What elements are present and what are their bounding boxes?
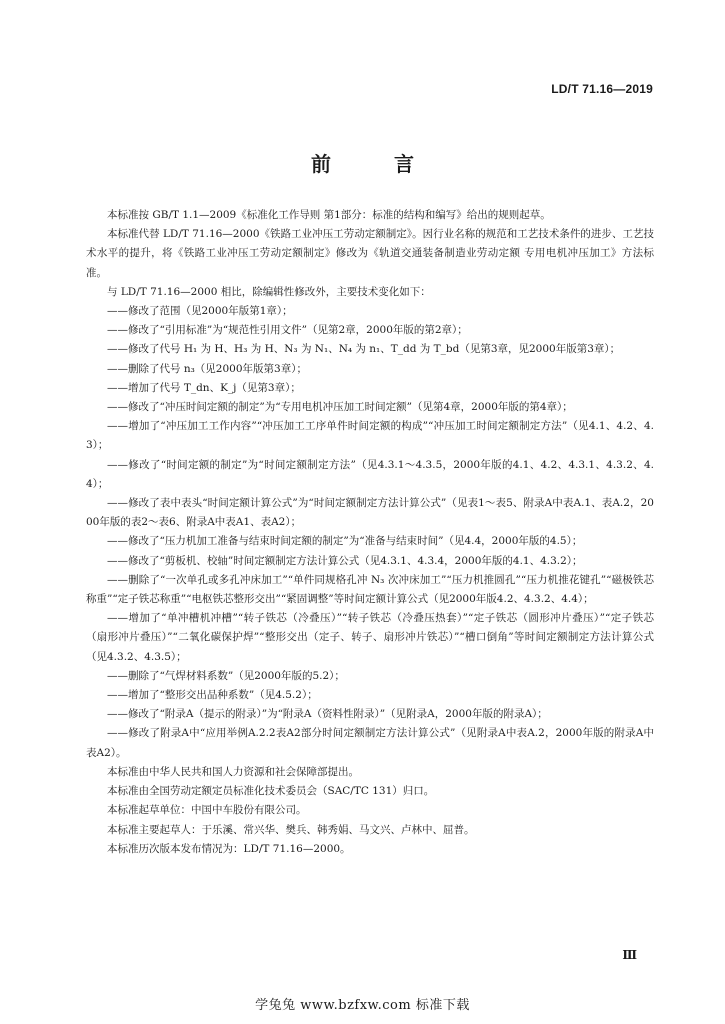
change-item: ——修改了“附录A（提示的附录）”为“附录A（资料性附录）”（见附录A，2000年版的附录A）；	[107, 708, 548, 721]
change-item: ——增加了“整形交出品种系数”（见4.5.2）；	[107, 689, 318, 702]
standard-code: LD/T 71.16—2019	[551, 82, 653, 96]
foreword-body	[86, 206, 654, 859]
paragraph: 本标准由全国劳动定额定员标准化技术委员会（SAC/TC 131）归口。	[107, 785, 435, 798]
paragraph: 本标准代替 LD/T 71.16—2000《铁路工业冲压工劳动定额制定》。因行业名称的规范和工艺技术条件的进步、工艺技术水平的提升，将《铁路工业冲压工劳动定额制定》修改为《轨道交通装备制造业劳动定额 专用电机冲压加工》方法标准。	[86, 228, 654, 279]
paragraph: 本标准按 GB/T 1.1—2009《标准化工作导则 第1部分：标准的结构和编写》给出的规则起草。	[107, 209, 551, 221]
change-item: ——增加了代号 T_dn、K_j（见第3章）；	[107, 381, 301, 394]
change-item: ——删除了“一次单孔或多孔冲床加工”“单件同规格孔冲 N₃ 次冲床加工”“压力机推圆孔”“压力机推花键孔”“磁极铁芯称重”“定子铁芯称重”“电枢铁芯整形交出”“紧固调整”等时间定额计算公式（见2000年版4.2、4.3.2、4.4）；	[86, 573, 654, 606]
change-item: ——修改了“时间定额的制定”为“时间定额制定方法”（见4.3.1～4.3.5，2000年版的4.1、4.2、4.3.1、4.3.2、4.4）；	[86, 458, 654, 490]
paragraph: 本标准由中华人民共和国人力资源和社会保障部提出。	[107, 765, 359, 778]
change-item: ——修改了“引用标准”为“规范性引用文件”（见第2章，2000年版的第2章）；	[107, 324, 468, 337]
paragraph: 本标准起草单位：中国中车股份有限公司。	[107, 804, 307, 817]
change-item: ——修改了“剪板机、校轴”时间定额制定方法计算公式（见4.3.1、4.3.4，2000年版的4.1、4.3.2）；	[107, 554, 583, 567]
change-item: ——修改了“冲压时间定额的制定”为“专用电机冲压加工时间定额”（见第4章，2000年版的第4章）；	[107, 401, 573, 414]
change-item: ——修改了表中表头“时间定额计算公式”为“时间定额制定方法计算公式”（见表1～表5、附录A中表A.1、表A.2，2000年版的表2～表6、附录A中表A1、表A2）；	[86, 497, 654, 529]
change-item: ——修改了范围（见2000年版第1章）；	[107, 305, 293, 318]
page-number: Ⅲ	[622, 948, 637, 962]
site-watermark: 学兔兔 www.bzfxw.com 标准下载	[255, 998, 470, 1013]
paragraph: 本标准主要起草人：于乐溪、常兴华、樊兵、韩秀娟、马文兴、卢林中、屈普。	[107, 823, 475, 836]
change-item: ——增加了“单冲槽机冲槽”“转子铁芯（冷叠压）”“转子铁芯（冷叠压热套）”“定子铁芯（圆形冲片叠压）”“定子铁芯（扇形冲片叠压）”“二氧化碳保护焊”“整形交出（定子、转子、扇形冲片铁芯）”“槽口倒角”等时间定额制定方法计算公式（见4.3.2、4.3.5）；	[86, 612, 654, 663]
change-item: ——修改了“压力机加工准备与结束时间定额的制定”为“准备与结束时间”（见4.4，2000年版的4.5）；	[107, 535, 583, 548]
change-item: ——增加了“冲压加工工作内容”“冲压加工工序单件时间定额的构成”“冲压加工时间定额制定方法”（见4.1、4.2、4.3）；	[86, 420, 654, 452]
paragraph: 与 LD/T 71.16—2000 相比，除编辑性修改外，主要技术变化如下：	[107, 285, 431, 298]
change-item: ——删除了“气焊材料系数”（见2000年版的5.2）；	[107, 669, 345, 682]
change-item: ——删除了代号 n₃（见2000年版第3章）；	[107, 362, 307, 375]
change-item: ——修改了代号 H₁ 为 H、H₃ 为 H、N₃ 为 N₁、N₄ 为 n₁、T_dd 为 T_bd（见第3章，见2000年版第3章）；	[107, 343, 621, 356]
page-title: 前 言	[311, 152, 442, 176]
paragraph: 本标准历次版本发布情况为：LD/T 71.16—2000。	[107, 842, 351, 855]
change-item: ——修改了附录A中“应用举例A.2.2表A2部分时间定额制定方法计算公式”（见附录A中表A.2，2000年版的附录A中表A2）。	[86, 727, 654, 759]
